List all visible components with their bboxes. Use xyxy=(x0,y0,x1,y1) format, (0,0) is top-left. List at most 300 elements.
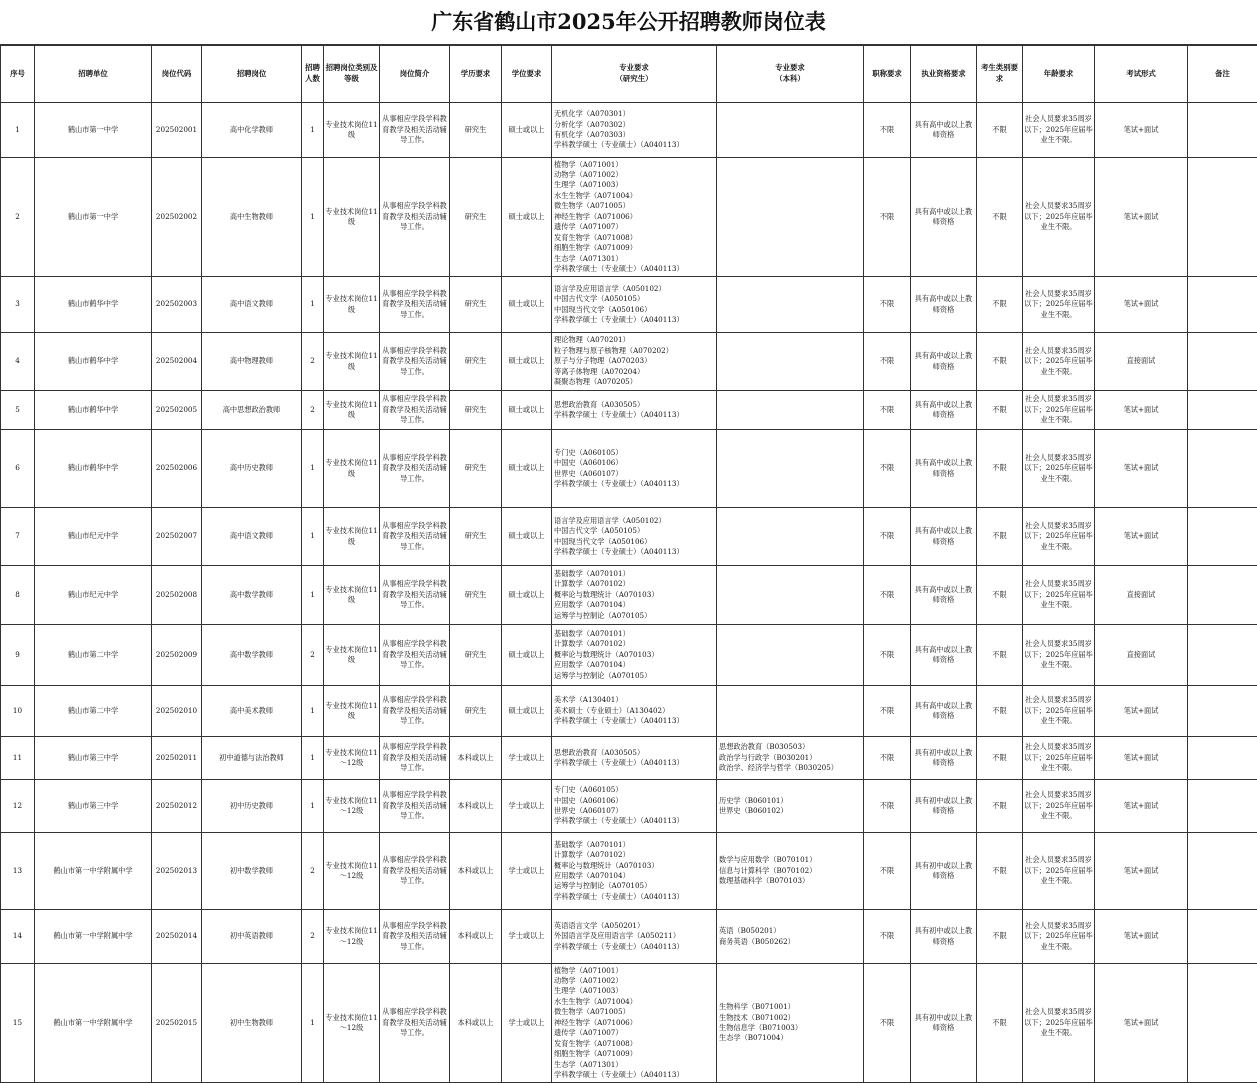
cell-unit: 鹤山市第二中学 xyxy=(35,625,152,686)
table-row xyxy=(1,103,1257,158)
major-item: 生态学（B071004） xyxy=(719,1033,862,1043)
header-remark: 备注 xyxy=(1188,46,1257,103)
cell-remark xyxy=(1188,686,1257,737)
major-item: 生理学（A071003） xyxy=(554,986,715,996)
cell-title-req: 不限 xyxy=(864,103,911,158)
cell-code: 202502007 xyxy=(152,508,202,566)
cell-post: 初中数学教师 xyxy=(202,833,302,910)
cell-degree: 硕士或以上 xyxy=(502,625,552,686)
cell-seq: 1 xyxy=(1,103,35,158)
major-item: 中国现当代文学（A050106） xyxy=(554,537,715,547)
major-item: 中国史（A060106） xyxy=(554,796,715,806)
cell-exam: 笔试+面试 xyxy=(1095,430,1188,508)
cell-intro: 从事相应学段学科教育教学及相关活动辅导工作。 xyxy=(380,780,450,833)
major-item: 思想政治教育（B030503） xyxy=(719,742,862,752)
cell-major-ug xyxy=(717,910,864,964)
major-item: 基础数学（A070101） xyxy=(554,840,715,850)
cell-remark xyxy=(1188,508,1257,566)
cell-category: 不限 xyxy=(977,158,1023,277)
major-item: 英语语言文学（A050201） xyxy=(554,921,715,931)
cell-post: 高中生物教师 xyxy=(202,158,302,277)
cell-degree: 学士或以上 xyxy=(502,833,552,910)
cell-major-grad xyxy=(552,833,717,910)
cell-major-ug xyxy=(717,103,864,158)
cell-exam: 笔试+面试 xyxy=(1095,103,1188,158)
cell-age: 社会人员要求35周岁以下；2025年应届毕业生不限。 xyxy=(1023,737,1095,780)
cell-intro: 从事相应学段学科教育教学及相关活动辅导工作。 xyxy=(380,737,450,780)
cell-intro: 从事相应学段学科教育教学及相关活动辅导工作。 xyxy=(380,964,450,1083)
cell-seq: 14 xyxy=(1,910,35,964)
cell-remark xyxy=(1188,625,1257,686)
cell-title-req: 不限 xyxy=(864,391,911,430)
header-edu: 学历要求 xyxy=(450,46,502,103)
cell-major-grad xyxy=(552,158,717,277)
cell-major-grad xyxy=(552,737,717,780)
major-item: 水生生物学（A071004） xyxy=(554,997,715,1007)
major-item: 生物技术（B071002） xyxy=(719,1013,862,1023)
cell-title-req: 不限 xyxy=(864,964,911,1083)
cell-edu: 本科或以上 xyxy=(450,964,502,1083)
header-level: 招聘岗位类别及等级 xyxy=(324,46,380,103)
header-major-grad-line2: （研究生） xyxy=(553,74,715,85)
cell-level: 专业技术岗位11级 xyxy=(324,566,380,625)
cell-seq: 7 xyxy=(1,508,35,566)
cell-remark xyxy=(1188,333,1257,391)
cell-age: 社会人员要求35周岁以下；2025年应届毕业生不限。 xyxy=(1023,625,1095,686)
major-item: 外国语言学及应用语言学（A050211） xyxy=(554,931,715,941)
cell-degree: 学士或以上 xyxy=(502,780,552,833)
header-cert: 执业资格要求 xyxy=(911,46,977,103)
major-item: 思想政治教育（A030505） xyxy=(554,748,715,758)
table-row xyxy=(1,158,1257,277)
major-item: 学科教学硕士（专业硕士）（A040113） xyxy=(554,410,715,420)
table-row xyxy=(1,737,1257,780)
cell-cert: 具有高中或以上教师资格 xyxy=(911,158,977,277)
cell-exam: 直接面试 xyxy=(1095,625,1188,686)
cell-count: 1 xyxy=(302,964,324,1083)
header-major-ug-line1: 专业要求 xyxy=(718,63,862,74)
cell-major-ug xyxy=(717,508,864,566)
major-item: 语言学及应用语言学（A050102） xyxy=(554,284,715,294)
major-item: 基础数学（A070101） xyxy=(554,569,715,579)
cell-post: 高中化学教师 xyxy=(202,103,302,158)
cell-exam: 笔试+面试 xyxy=(1095,277,1188,333)
cell-level: 专业技术岗位11～12级 xyxy=(324,737,380,780)
cell-count: 1 xyxy=(302,103,324,158)
cell-level: 专业技术岗位11级 xyxy=(324,430,380,508)
cell-edu: 研究生 xyxy=(450,686,502,737)
cell-major-grad xyxy=(552,964,717,1083)
cell-code: 202502001 xyxy=(152,103,202,158)
cell-intro: 从事相应学段学科教育教学及相关活动辅导工作。 xyxy=(380,508,450,566)
cell-age: 社会人员要求35周岁以下；2025年应届毕业生不限。 xyxy=(1023,566,1095,625)
cell-cert: 具有高中或以上教师资格 xyxy=(911,508,977,566)
cell-age: 社会人员要求35周岁以下；2025年应届毕业生不限。 xyxy=(1023,430,1095,508)
header-major-grad xyxy=(552,46,717,103)
cell-exam: 直接面试 xyxy=(1095,566,1188,625)
major-item: 商务英语（B050262） xyxy=(719,937,862,947)
major-item: 数学与应用数学（B070101） xyxy=(719,855,862,865)
cell-post: 高中思想政治教师 xyxy=(202,391,302,430)
table-row xyxy=(1,686,1257,737)
cell-code: 202502003 xyxy=(152,277,202,333)
cell-cert: 具有高中或以上教师资格 xyxy=(911,391,977,430)
major-item: 专门史（A060105） xyxy=(554,785,715,795)
major-item: 原子与分子物理（A070203） xyxy=(554,356,715,366)
major-item: 应用数学（A070104） xyxy=(554,600,715,610)
cell-category: 不限 xyxy=(977,566,1023,625)
cell-code: 202502015 xyxy=(152,964,202,1083)
major-item: 中国古代文学（A050105） xyxy=(554,294,715,304)
table-row xyxy=(1,964,1257,1083)
cell-degree: 硕士或以上 xyxy=(502,333,552,391)
cell-seq: 10 xyxy=(1,686,35,737)
cell-exam: 笔试+面试 xyxy=(1095,508,1188,566)
cell-edu: 研究生 xyxy=(450,391,502,430)
cell-seq: 12 xyxy=(1,780,35,833)
cell-major-grad xyxy=(552,333,717,391)
major-item: 动物学（A071002） xyxy=(554,976,715,986)
major-item: 应用数学（A070104） xyxy=(554,871,715,881)
cell-major-ug xyxy=(717,780,864,833)
major-item: 学科教学硕士（专业硕士）（A040113） xyxy=(554,264,715,274)
cell-major-grad xyxy=(552,910,717,964)
table-row xyxy=(1,508,1257,566)
cell-major-grad xyxy=(552,625,717,686)
cell-count: 2 xyxy=(302,625,324,686)
major-item: 世界史（B060102） xyxy=(719,806,862,816)
cell-level: 专业技术岗位11级 xyxy=(324,103,380,158)
cell-major-ug xyxy=(717,833,864,910)
cell-age: 社会人员要求35周岁以下；2025年应届毕业生不限。 xyxy=(1023,780,1095,833)
cell-seq: 8 xyxy=(1,566,35,625)
table-row xyxy=(1,391,1257,430)
cell-major-ug xyxy=(717,333,864,391)
cell-count: 1 xyxy=(302,430,324,508)
cell-cert: 具有初中或以上教师资格 xyxy=(911,780,977,833)
cell-cert: 具有初中或以上教师资格 xyxy=(911,833,977,910)
cell-title-req: 不限 xyxy=(864,737,911,780)
cell-post: 高中语文教师 xyxy=(202,508,302,566)
header-major-grad-line1: 专业要求 xyxy=(553,63,715,74)
cell-remark xyxy=(1188,277,1257,333)
cell-level: 专业技术岗位11级 xyxy=(324,333,380,391)
cell-remark xyxy=(1188,910,1257,964)
cell-count: 1 xyxy=(302,158,324,277)
cell-unit: 鹤山市第三中学 xyxy=(35,780,152,833)
cell-edu: 研究生 xyxy=(450,277,502,333)
major-item: 政治学与行政学（B030201） xyxy=(719,753,862,763)
major-item: 计算数学（A070102） xyxy=(554,579,715,589)
cell-major-grad xyxy=(552,103,717,158)
cell-age: 社会人员要求35周岁以下；2025年应届毕业生不限。 xyxy=(1023,158,1095,277)
cell-intro: 从事相应学段学科教育教学及相关活动辅导工作。 xyxy=(380,430,450,508)
major-item: 运筹学与控制论（A070105） xyxy=(554,671,715,681)
cell-age: 社会人员要求35周岁以下；2025年应届毕业生不限。 xyxy=(1023,103,1095,158)
major-item: 中国古代文学（A050105） xyxy=(554,526,715,536)
cell-category: 不限 xyxy=(977,964,1023,1083)
major-item: 概率论与数理统计（A070103） xyxy=(554,861,715,871)
cell-major-ug xyxy=(717,964,864,1083)
cell-exam: 笔试+面试 xyxy=(1095,964,1188,1083)
cell-count: 1 xyxy=(302,780,324,833)
cell-exam: 直接面试 xyxy=(1095,333,1188,391)
table-row xyxy=(1,910,1257,964)
cell-post: 高中历史教师 xyxy=(202,430,302,508)
cell-cert: 具有高中或以上教师资格 xyxy=(911,333,977,391)
cell-code: 202502004 xyxy=(152,333,202,391)
major-item: 概率论与数理统计（A070103） xyxy=(554,590,715,600)
cell-category: 不限 xyxy=(977,686,1023,737)
cell-major-grad xyxy=(552,566,717,625)
cell-intro: 从事相应学段学科教育教学及相关活动辅导工作。 xyxy=(380,566,450,625)
cell-edu: 研究生 xyxy=(450,508,502,566)
cell-major-grad xyxy=(552,508,717,566)
cell-title-req: 不限 xyxy=(864,686,911,737)
cell-exam: 笔试+面试 xyxy=(1095,391,1188,430)
cell-level: 专业技术岗位11～12级 xyxy=(324,833,380,910)
cell-count: 2 xyxy=(302,333,324,391)
cell-category: 不限 xyxy=(977,277,1023,333)
major-item: 理论物理（A070201） xyxy=(554,335,715,345)
cell-title-req: 不限 xyxy=(864,158,911,277)
cell-cert: 具有高中或以上教师资格 xyxy=(911,566,977,625)
major-item: 计算数学（A070102） xyxy=(554,850,715,860)
cell-age: 社会人员要求35周岁以下；2025年应届毕业生不限。 xyxy=(1023,964,1095,1083)
cell-remark xyxy=(1188,964,1257,1083)
cell-age: 社会人员要求35周岁以下；2025年应届毕业生不限。 xyxy=(1023,333,1095,391)
major-item: 神经生物学（A071006） xyxy=(554,1018,715,1028)
cell-intro: 从事相应学段学科教育教学及相关活动辅导工作。 xyxy=(380,625,450,686)
cell-intro: 从事相应学段学科教育教学及相关活动辅导工作。 xyxy=(380,910,450,964)
cell-unit: 鹤山市鹤华中学 xyxy=(35,277,152,333)
cell-exam: 笔试+面试 xyxy=(1095,833,1188,910)
header-major-ug xyxy=(717,46,864,103)
cell-intro: 从事相应学段学科教育教学及相关活动辅导工作。 xyxy=(380,686,450,737)
cell-remark xyxy=(1188,103,1257,158)
cell-seq: 13 xyxy=(1,833,35,910)
cell-remark xyxy=(1188,391,1257,430)
cell-unit: 鹤山市第一中学附属中学 xyxy=(35,833,152,910)
cell-category: 不限 xyxy=(977,910,1023,964)
header-exam: 考试形式 xyxy=(1095,46,1188,103)
cell-unit: 鹤山市纪元中学 xyxy=(35,508,152,566)
cell-post: 高中美术教师 xyxy=(202,686,302,737)
cell-level: 专业技术岗位11级 xyxy=(324,508,380,566)
cell-major-ug xyxy=(717,277,864,333)
cell-remark xyxy=(1188,158,1257,277)
cell-unit: 鹤山市鹤华中学 xyxy=(35,333,152,391)
cell-major-ug xyxy=(717,158,864,277)
cell-degree: 硕士或以上 xyxy=(502,508,552,566)
table-body xyxy=(1,103,1257,1083)
cell-category: 不限 xyxy=(977,430,1023,508)
major-item: 学科教学硕士（专业硕士）（A040113） xyxy=(554,758,715,768)
cell-seq: 5 xyxy=(1,391,35,430)
major-item: 植物学（A071001） xyxy=(554,966,715,976)
cell-post: 初中生物教师 xyxy=(202,964,302,1083)
cell-cert: 具有高中或以上教师资格 xyxy=(911,277,977,333)
major-item: 动物学（A071002） xyxy=(554,170,715,180)
cell-level: 专业技术岗位11～12级 xyxy=(324,910,380,964)
cell-intro: 从事相应学段学科教育教学及相关活动辅导工作。 xyxy=(380,158,450,277)
major-item: 等离子体物理（A070204） xyxy=(554,367,715,377)
cell-seq: 9 xyxy=(1,625,35,686)
cell-edu: 研究生 xyxy=(450,566,502,625)
cell-seq: 3 xyxy=(1,277,35,333)
cell-count: 1 xyxy=(302,277,324,333)
header-age: 年龄要求 xyxy=(1023,46,1095,103)
major-item: 细胞生物学（A071009） xyxy=(554,1049,715,1059)
cell-post: 初中历史教师 xyxy=(202,780,302,833)
major-item: 生物科学（B071001） xyxy=(719,1002,862,1012)
cell-code: 202502008 xyxy=(152,566,202,625)
major-item: 分析化学（A070302） xyxy=(554,120,715,130)
cell-seq: 6 xyxy=(1,430,35,508)
cell-edu: 研究生 xyxy=(450,430,502,508)
cell-unit: 鹤山市第一中学 xyxy=(35,158,152,277)
cell-title-req: 不限 xyxy=(864,780,911,833)
major-item: 美术硕士（专业硕士）（A130402） xyxy=(554,706,715,716)
cell-exam: 笔试+面试 xyxy=(1095,780,1188,833)
major-item: 中国史（A060106） xyxy=(554,458,715,468)
cell-count: 2 xyxy=(302,910,324,964)
cell-degree: 硕士或以上 xyxy=(502,391,552,430)
major-item: 植物学（A071001） xyxy=(554,160,715,170)
cell-major-ug xyxy=(717,430,864,508)
cell-age: 社会人员要求35周岁以下；2025年应届毕业生不限。 xyxy=(1023,391,1095,430)
cell-post: 高中数学教师 xyxy=(202,566,302,625)
major-item: 英语（B050201） xyxy=(719,926,862,936)
cell-intro: 从事相应学段学科教育教学及相关活动辅导工作。 xyxy=(380,103,450,158)
cell-degree: 硕士或以上 xyxy=(502,277,552,333)
cell-unit: 鹤山市鹤华中学 xyxy=(35,430,152,508)
cell-code: 202502006 xyxy=(152,430,202,508)
header-count: 招聘人数 xyxy=(302,46,324,103)
major-item: 生理学（A071003） xyxy=(554,180,715,190)
cell-major-grad xyxy=(552,780,717,833)
cell-category: 不限 xyxy=(977,625,1023,686)
cell-title-req: 不限 xyxy=(864,333,911,391)
cell-code: 202502012 xyxy=(152,780,202,833)
major-item: 神经生物学（A071006） xyxy=(554,212,715,222)
major-item: 学科教学硕士（专业硕士）（A040113） xyxy=(554,816,715,826)
cell-category: 不限 xyxy=(977,508,1023,566)
cell-unit: 鹤山市纪元中学 xyxy=(35,566,152,625)
cell-age: 社会人员要求35周岁以下；2025年应届毕业生不限。 xyxy=(1023,910,1095,964)
cell-count: 2 xyxy=(302,391,324,430)
major-item: 无机化学（A070301） xyxy=(554,109,715,119)
major-item: 历史学（B060101） xyxy=(719,796,862,806)
cell-age: 社会人员要求35周岁以下；2025年应届毕业生不限。 xyxy=(1023,833,1095,910)
cell-degree: 硕士或以上 xyxy=(502,103,552,158)
cell-code: 202502010 xyxy=(152,686,202,737)
major-item: 学科教学硕士（专业硕士）（A040113） xyxy=(554,140,715,150)
cell-category: 不限 xyxy=(977,737,1023,780)
major-item: 应用数学（A070104） xyxy=(554,660,715,670)
cell-cert: 具有初中或以上教师资格 xyxy=(911,910,977,964)
major-item: 微生物学（A071005） xyxy=(554,1007,715,1017)
major-item: 生态学（A071301） xyxy=(554,254,715,264)
cell-code: 202502014 xyxy=(152,910,202,964)
cell-degree: 学士或以上 xyxy=(502,910,552,964)
major-item: 微生物学（A071005） xyxy=(554,201,715,211)
table-row xyxy=(1,430,1257,508)
recruitment-table xyxy=(0,45,1257,1083)
cell-category: 不限 xyxy=(977,103,1023,158)
cell-intro: 从事相应学段学科教育教学及相关活动辅导工作。 xyxy=(380,333,450,391)
cell-code: 202502009 xyxy=(152,625,202,686)
cell-count: 1 xyxy=(302,508,324,566)
cell-remark xyxy=(1188,737,1257,780)
cell-edu: 研究生 xyxy=(450,103,502,158)
major-item: 信息与计算科学（B070102） xyxy=(719,866,862,876)
cell-degree: 硕士或以上 xyxy=(502,430,552,508)
cell-unit: 鹤山市第一中学 xyxy=(35,103,152,158)
major-item: 遗传学（A071007） xyxy=(554,222,715,232)
major-item: 学科教学硕士（专业硕士）（A040113） xyxy=(554,315,715,325)
cell-intro: 从事相应学段学科教育教学及相关活动辅导工作。 xyxy=(380,391,450,430)
major-item: 粒子物理与原子核物理（A070202） xyxy=(554,346,715,356)
table-row xyxy=(1,833,1257,910)
cell-degree: 学士或以上 xyxy=(502,964,552,1083)
cell-remark xyxy=(1188,833,1257,910)
header-seq: 序号 xyxy=(1,46,35,103)
cell-edu: 本科或以上 xyxy=(450,737,502,780)
cell-title-req: 不限 xyxy=(864,508,911,566)
major-item: 生物信息学（B071003） xyxy=(719,1023,862,1033)
header-row xyxy=(1,46,1257,103)
header-major-ug-line2: （本科） xyxy=(718,74,862,85)
major-item: 有机化学（A070303） xyxy=(554,130,715,140)
cell-cert: 具有高中或以上教师资格 xyxy=(911,625,977,686)
major-item: 学科教学硕士（专业硕士）（A040113） xyxy=(554,716,715,726)
major-item: 中国现当代文学（A050106） xyxy=(554,305,715,315)
cell-count: 1 xyxy=(302,737,324,780)
cell-post: 高中物理教师 xyxy=(202,333,302,391)
major-item: 水生生物学（A071004） xyxy=(554,191,715,201)
cell-post: 初中道德与法治教师 xyxy=(202,737,302,780)
cell-edu: 本科或以上 xyxy=(450,780,502,833)
cell-remark xyxy=(1188,430,1257,508)
major-item: 美术学（A130401） xyxy=(554,695,715,705)
header-post: 招聘岗位 xyxy=(202,46,302,103)
cell-title-req: 不限 xyxy=(864,430,911,508)
header-degree: 学位要求 xyxy=(502,46,552,103)
cell-level: 专业技术岗位11级 xyxy=(324,686,380,737)
major-item: 发育生物学（A071008） xyxy=(554,1039,715,1049)
cell-degree: 硕士或以上 xyxy=(502,158,552,277)
cell-age: 社会人员要求35周岁以下；2025年应届毕业生不限。 xyxy=(1023,508,1095,566)
cell-cert: 具有初中或以上教师资格 xyxy=(911,964,977,1083)
major-item: 基础数学（A070101） xyxy=(554,629,715,639)
cell-unit: 鹤山市第三中学 xyxy=(35,737,152,780)
cell-unit: 鹤山市第一中学附属中学 xyxy=(35,910,152,964)
cell-edu: 研究生 xyxy=(450,158,502,277)
cell-title-req: 不限 xyxy=(864,277,911,333)
cell-post: 初中英语教师 xyxy=(202,910,302,964)
cell-unit: 鹤山市鹤华中学 xyxy=(35,391,152,430)
cell-age: 社会人员要求35周岁以下；2025年应届毕业生不限。 xyxy=(1023,277,1095,333)
cell-level: 专业技术岗位11级 xyxy=(324,625,380,686)
cell-cert: 具有高中或以上教师资格 xyxy=(911,430,977,508)
major-item: 概率论与数理统计（A070103） xyxy=(554,650,715,660)
cell-title-req: 不限 xyxy=(864,910,911,964)
table-row xyxy=(1,566,1257,625)
header-title-req: 职称要求 xyxy=(864,46,911,103)
major-item: 计算数学（A070102） xyxy=(554,639,715,649)
page-title: 广东省鹤山市2025年公开招聘教师岗位表 xyxy=(0,0,1257,45)
